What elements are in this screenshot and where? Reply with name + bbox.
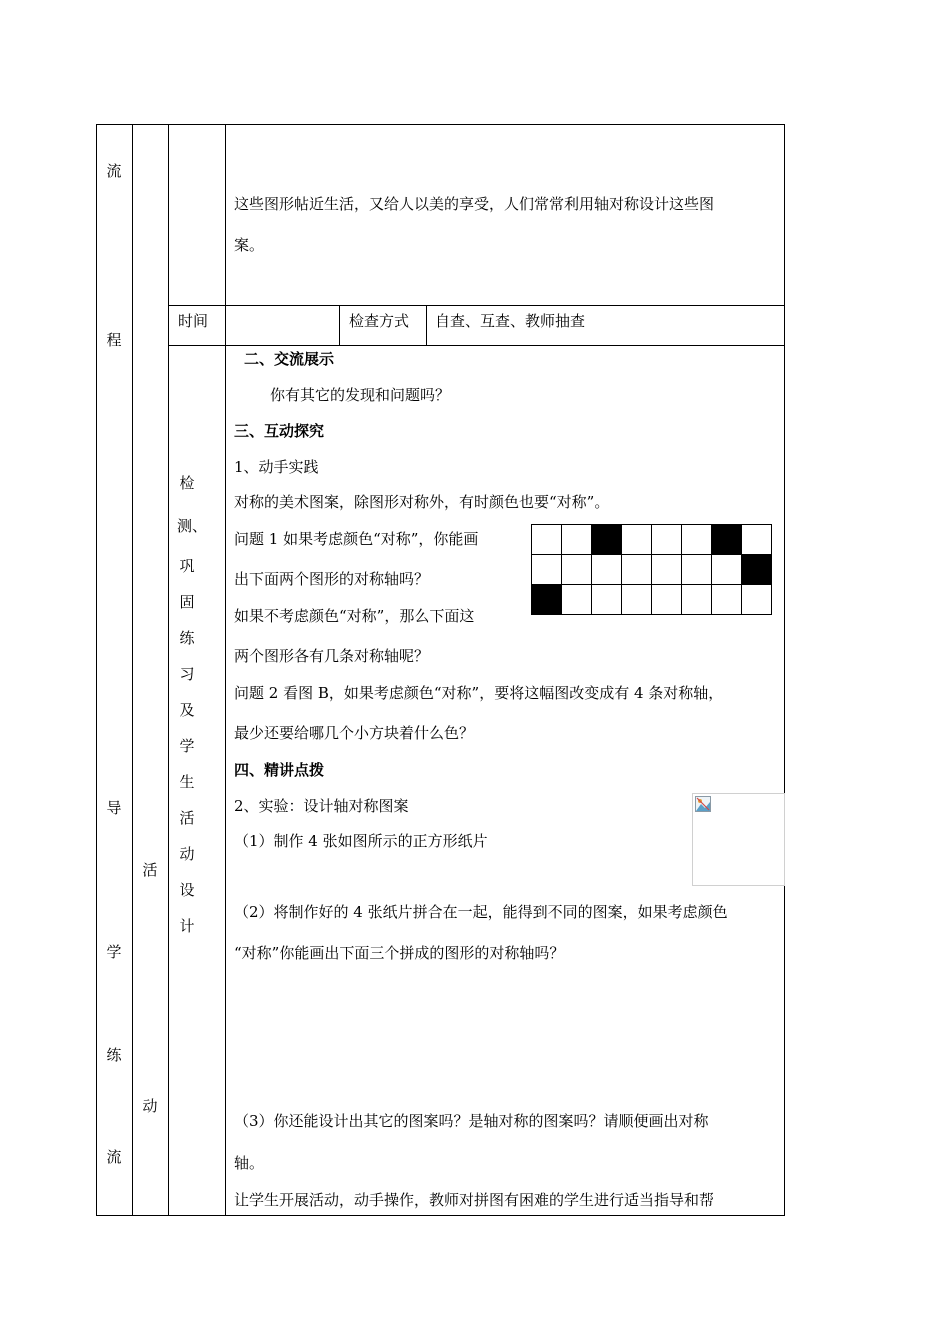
grid-cell-black: [712, 525, 742, 555]
column-divider-2: [168, 124, 169, 1216]
experiment-step-3-line-1: （3）你还能设计出其它的图案吗？是轴对称的图案吗？请顺便画出对称: [234, 1112, 709, 1130]
grid-row: [532, 585, 772, 615]
grid-cell-white: [652, 525, 682, 555]
grid-cell-white: [622, 585, 652, 615]
section-3-heading: 三、互动探究: [234, 422, 325, 440]
left-char: 练: [106, 1046, 122, 1064]
check-method-label: 检查方式: [349, 312, 410, 330]
question-1-line-3: 如果不考虑颜色“对称”，那么下面这: [234, 607, 475, 625]
grid-cell-black: [742, 555, 772, 585]
grid-cell-white: [742, 585, 772, 615]
grid-cell-white: [562, 585, 592, 615]
section-4-heading: 四、精讲点拨: [234, 761, 325, 779]
left-char: 流: [106, 162, 122, 180]
column-divider-1: [132, 124, 133, 1216]
third-char: 练: [179, 629, 195, 647]
grid-cell-white: [622, 555, 652, 585]
broken-image-icon: [695, 796, 711, 812]
question-1-line-2: 出下面两个图形的对称轴吗？: [234, 570, 430, 588]
grid-cell-white: [562, 525, 592, 555]
closing-line: 让学生开展活动，动手操作，教师对拼图有困难的学生进行适当指导和帮: [234, 1191, 715, 1209]
left-char: 程: [106, 331, 122, 349]
question-1-line-4: 两个图形各有几条对称轴呢？: [234, 647, 430, 665]
table-top-border: [96, 124, 785, 125]
third-char: 习: [179, 665, 195, 683]
section-2-heading: 二、交流展示: [244, 350, 335, 368]
row-divider-check-bottom: [168, 345, 785, 346]
second-char: 动: [142, 1097, 158, 1115]
third-char: 动: [179, 845, 195, 863]
third-char: 生: [179, 773, 195, 791]
grid-cell-white: [682, 555, 712, 585]
grid-cell-black: [532, 585, 562, 615]
table-bottom-border: [96, 1215, 785, 1216]
experiment-step-2-line-2: “对称”你能画出下面三个拼成的图形的对称轴吗？: [234, 944, 565, 962]
experiment-title: 2、实验：设计轴对称图案: [234, 797, 409, 815]
square-paper-image: [692, 793, 785, 886]
grid-cell-white: [562, 555, 592, 585]
grid-cell-white: [592, 555, 622, 585]
grid-row: [532, 525, 772, 555]
grid-row: [532, 555, 772, 585]
left-char: 学: [106, 943, 122, 961]
column-divider-3: [225, 124, 226, 1216]
grid-cell-white: [532, 555, 562, 585]
third-char: 测、: [177, 517, 208, 535]
third-char: 学: [179, 737, 195, 755]
grid-cell-white: [592, 585, 622, 615]
grid-cell-white: [532, 525, 562, 555]
check-row-divider-b: [426, 305, 427, 346]
experiment-step-2-line-1: （2）将制作好的 4 张纸片拼合在一起，能得到不同的图案，如果考虑颜色: [234, 903, 728, 921]
grid-cell-white: [712, 555, 742, 585]
symmetry-grid-pattern: [531, 524, 772, 615]
table-left-border: [96, 124, 97, 1216]
check-method-value: 自查、互查、教师抽查: [435, 312, 586, 330]
check-row-divider-a: [339, 305, 340, 346]
grid-cell-white: [622, 525, 652, 555]
grid-cell-white: [652, 585, 682, 615]
top-cell-line-1: 这些图形帖近生活，又给人以美的享受，人们常常利用轴对称设计这些图: [234, 195, 715, 213]
section-2-question: 你有其它的发现和问题吗？: [270, 386, 451, 404]
third-char: 计: [179, 917, 195, 935]
question-2-line-1: 问题 2 看图 B，如果考虑颜色“对称”，要将这幅图改变成有 4 条对称轴，: [234, 684, 724, 702]
grid-cell-white: [712, 585, 742, 615]
grid-cell-black: [592, 525, 622, 555]
third-char: 检: [179, 474, 195, 492]
third-char: 及: [179, 701, 195, 719]
left-char: 流: [106, 1148, 122, 1166]
third-char: 活: [179, 809, 195, 827]
time-label: 时间: [178, 312, 209, 330]
grid-cell-white: [682, 585, 712, 615]
left-char: 导: [106, 799, 122, 817]
experiment-step-1: （1）制作 4 张如图所示的正方形纸片: [234, 832, 488, 850]
row-divider-check-top: [168, 305, 785, 306]
third-char: 设: [179, 881, 195, 899]
experiment-step-3-line-2: 轴。: [234, 1154, 265, 1172]
question-1-line-1: 问题 1 如果考虑颜色“对称”，你能画: [234, 530, 479, 548]
grid-cell-white: [682, 525, 712, 555]
second-char: 活: [142, 861, 158, 879]
grid-cell-white: [742, 525, 772, 555]
section-3-intro: 对称的美术图案，除图形对称外，有时颜色也要“对称”。: [234, 493, 610, 511]
third-char: 巩: [179, 557, 195, 575]
section-3-item-1: 1、动手实践: [234, 458, 319, 476]
top-cell-line-2: 案。: [234, 236, 265, 254]
question-2-line-2: 最少还要给哪几个小方块着什么色？: [234, 724, 475, 742]
grid-cell-white: [652, 555, 682, 585]
table-right-border: [784, 124, 785, 1216]
third-char: 固: [179, 593, 195, 611]
